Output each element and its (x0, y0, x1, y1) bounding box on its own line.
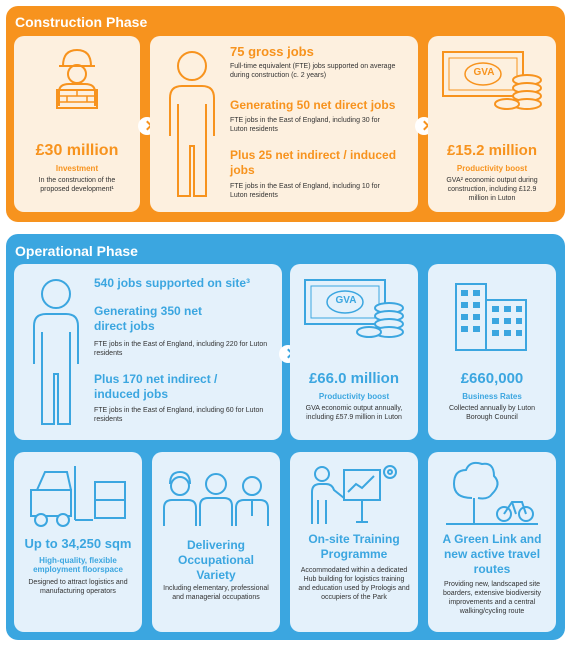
operational-direct-jobs-title: Generating 350 net direct jobs (94, 304, 203, 333)
operational-indirect-jobs-title: Plus 170 net indirect / induced jobs (94, 372, 218, 401)
business-rates-card (428, 264, 556, 440)
occupational-card (152, 452, 280, 632)
floorspace-value: Up to 34,250 sqm (24, 536, 132, 551)
construction-indirect-jobs-title: Plus 25 net indirect / induced jobs (230, 148, 397, 177)
business-rates-value: £660,000 (460, 370, 524, 387)
construction-worker-icon (47, 44, 107, 110)
construction-phase-title: Construction Phase (15, 14, 148, 30)
person-icon (162, 46, 222, 206)
floorspace-label: High-quality, flexible employment floorspace (33, 556, 123, 574)
operational-phase-title: Operational Phase (15, 243, 138, 259)
operational-jobs-card (14, 264, 282, 440)
training-title: On-site Training Programme (308, 532, 400, 561)
investment-label: Investment (55, 164, 99, 173)
greenlink-card (428, 452, 556, 632)
greenlink-desc: Providing new, landscaped site boarders, extensive biodiversity improvements and a central walking/cycling route (442, 581, 542, 615)
investment-card (14, 36, 140, 212)
training-presenter-icon (304, 458, 404, 530)
building-icon (452, 274, 532, 354)
gva-money-icon (299, 274, 409, 344)
floorspace-card (14, 452, 142, 632)
construction-productivity-desc: GVA² economic output during construction, including £12.9 million in Luton (446, 177, 538, 202)
operational-gva-label: GVA (335, 295, 357, 306)
occupational-title: Delivering Occupational Variety (177, 538, 254, 582)
business-rates-label: Business Rates (462, 392, 522, 401)
construction-gva-label: GVA (473, 67, 495, 78)
construction-gross-jobs-desc: Full-time equivalent (FTE) jobs supported on average during construction (c. 2 years) (230, 63, 396, 79)
construction-jobs-card (150, 36, 418, 212)
operational-supported-jobs-title: 540 jobs supported on site³ (94, 276, 251, 290)
construction-indirect-jobs-desc: FTE jobs in the East of England, including 10 for Luton residents (230, 183, 380, 199)
investment-desc: In the construction of the proposed development¹ (38, 177, 116, 193)
forklift-icon (23, 460, 133, 530)
construction-gross-jobs-title: 75 gross jobs (230, 44, 314, 59)
floorspace-desc: Designed to attract logistics and manufacturing operators (28, 579, 128, 595)
operational-direct-jobs-desc: FTE jobs in the East of England, including 220 for Luton residents (94, 341, 268, 357)
workers-icon (158, 460, 274, 530)
operational-productivity-card (290, 264, 418, 440)
tree-bicycle-icon (442, 458, 542, 530)
operational-indirect-jobs-desc: FTE jobs in the East of England, including 60 for Luton residents (94, 407, 264, 423)
construction-direct-jobs-title: Generating 50 net direct jobs (230, 98, 396, 112)
operational-productivity-value: £66.0 million (308, 370, 400, 387)
investment-value: £30 million (35, 142, 119, 159)
training-card (290, 452, 418, 632)
person-icon (26, 274, 86, 434)
construction-productivity-card (428, 36, 556, 212)
construction-productivity-label: Productivity boost (456, 164, 528, 173)
greenlink-title: A Green Link and new active travel routes (442, 532, 542, 576)
occupational-desc: Including elementary, professional and managerial occupations (163, 585, 269, 601)
business-rates-desc: Collected annually by Luton Borough Council (448, 405, 535, 421)
training-desc: Accommodated within a dedicated Hub building for logistics training and education used by Prologis and occupiers of the Park (298, 567, 410, 601)
construction-productivity-value: £15.2 million (446, 142, 538, 159)
operational-productivity-desc: GVA economic output annually, including £57.9 million in Luton (305, 405, 403, 421)
gva-money-icon (437, 46, 547, 116)
construction-direct-jobs-desc: FTE jobs in the East of England, including 30 for Luton residents (230, 117, 380, 133)
operational-productivity-label: Productivity boost (318, 392, 390, 401)
